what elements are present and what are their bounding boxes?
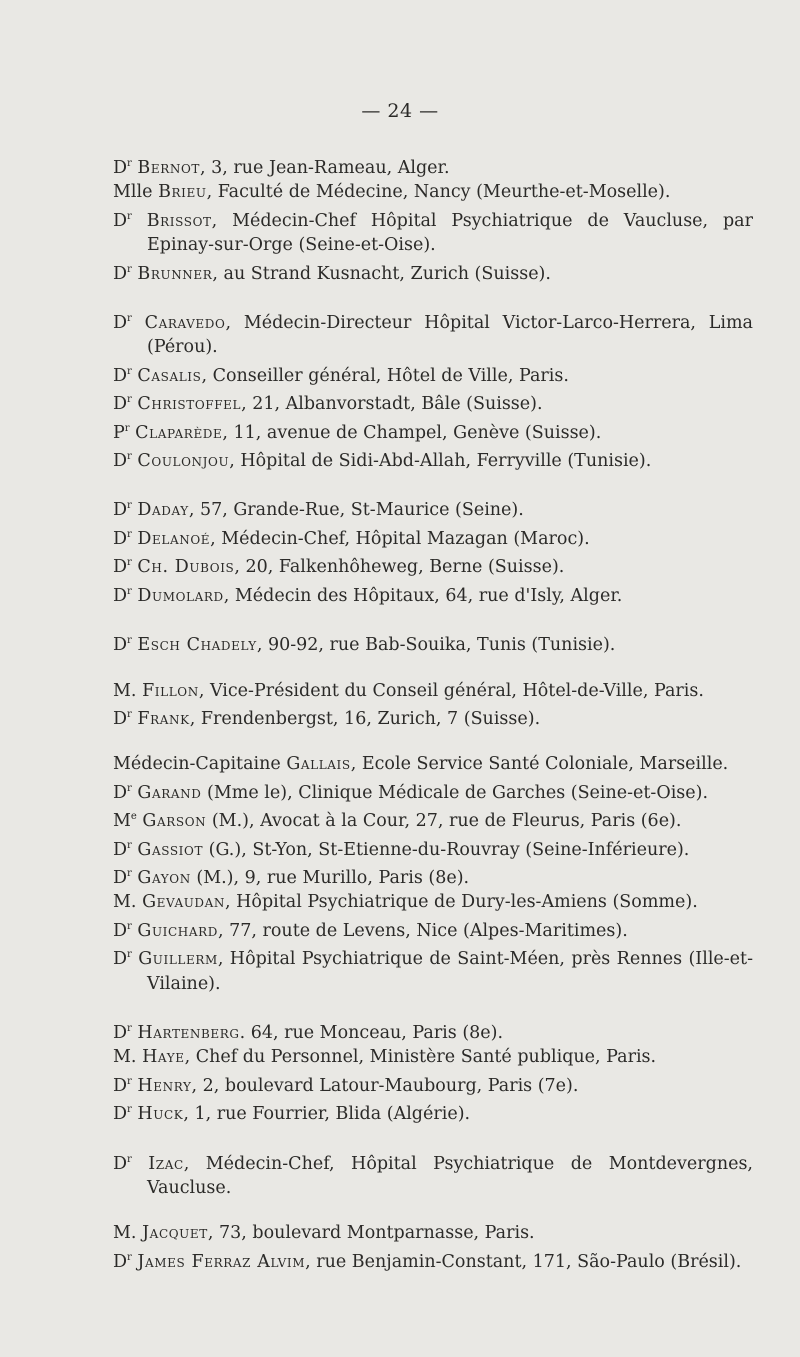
entry-group — [113, 1221, 753, 1274]
entry-title-text: D — [113, 158, 128, 178]
list-item — [113, 1017, 753, 1045]
member-list — [113, 152, 753, 1295]
entry-address: , Médecin des Hôpitaux, 64, rue d'Isly, Alger. — [223, 585, 623, 606]
entry-title-text: D — [113, 365, 128, 386]
entry-name: Coulonjou — [137, 451, 230, 472]
list-item — [113, 523, 753, 551]
list-item — [113, 629, 753, 657]
entry-title — [113, 500, 132, 520]
entry-name: Garson — [142, 811, 207, 832]
entry-title-text: D — [113, 394, 128, 415]
entry-name: James Ferraz Alvim — [137, 1251, 306, 1272]
entry-name: Guillerm — [138, 949, 218, 970]
list-item — [113, 551, 753, 579]
entry-title — [113, 394, 132, 414]
entry-title-superscript: r — [127, 708, 132, 720]
entry-address: (G.), St-Yon, St-Etienne-du-Rouvray (Seine-Inférieure). — [203, 839, 690, 860]
entry-title — [113, 1023, 132, 1043]
entry-group — [113, 629, 753, 657]
entry-title-superscript: r — [127, 635, 132, 647]
list-item — [113, 307, 753, 360]
entry-address: , Médecin-Chef Hôpital Psychiatrique de Vaucluse, par Epinay-sur-Orge (Seine-et-Oise). — [147, 210, 753, 256]
entry-name: Claparède — [135, 422, 223, 443]
entry-address: , au Strand Kusnacht, Zurich (Suisse). — [212, 263, 551, 284]
entry-name: Gassiot — [137, 839, 204, 860]
entry-title-superscript: r — [127, 263, 132, 275]
entry-title-superscript: r — [127, 1104, 132, 1116]
entry-title-superscript: r — [127, 839, 132, 851]
entry-title-superscript: r — [127, 585, 132, 597]
entry-title-text: D — [113, 920, 128, 941]
list-item — [113, 943, 753, 996]
entry-title-superscript: r — [127, 313, 132, 325]
list-item — [113, 1070, 753, 1098]
page-number: — 24 — — [361, 100, 439, 122]
entry-title-superscript: r — [127, 1075, 132, 1087]
entry-name: Haye — [142, 1047, 185, 1068]
list-item — [113, 1221, 753, 1245]
entry-title-text: M. — [113, 1223, 137, 1244]
entry-title-superscript: r — [127, 365, 132, 377]
list-item — [113, 152, 753, 180]
entry-title — [113, 811, 137, 831]
list-item — [113, 205, 753, 258]
entry-title-text: D — [113, 635, 128, 656]
entry-title-superscript: r — [127, 949, 132, 961]
entry-title-superscript: r — [127, 210, 132, 222]
entry-title-text: D — [113, 210, 128, 231]
entry-title — [113, 892, 136, 912]
entry-name: Huck — [137, 1104, 184, 1125]
entry-title-text: M. — [113, 680, 137, 701]
entry-title-text: Médecin-Capitaine — [113, 754, 281, 775]
entry-name: Dumolard — [137, 585, 224, 606]
entry-name: Hartenberg — [137, 1022, 240, 1043]
entry-title-superscript: r — [127, 782, 132, 794]
entry-name: Ch. Dubois — [137, 557, 235, 578]
entry-title — [113, 840, 132, 860]
entry-title-text: D — [113, 263, 128, 284]
entry-title-text: D — [113, 313, 128, 334]
entry-name: Gallais — [286, 754, 351, 775]
entry-title — [113, 529, 132, 549]
entry-title-text: M. — [113, 1047, 137, 1068]
entry-title-superscript: r — [127, 158, 132, 169]
entry-address: , 77, route de Levens, Nice (Alpes-Maritimes). — [218, 920, 628, 941]
list-item — [113, 1246, 753, 1274]
list-item — [113, 1098, 753, 1126]
list-item — [113, 805, 753, 833]
list-item — [113, 417, 753, 445]
entry-title-superscript: r — [127, 1153, 132, 1165]
entry-title — [113, 1076, 132, 1096]
entry-address: , 20, Falkenhôheweg, Berne (Suisse). — [234, 557, 565, 578]
entry-name: Esch Chadely — [137, 635, 257, 656]
entry-address: , Conseiller général, Hôtel de Ville, Paris. — [201, 365, 569, 386]
entry-title-text: M. — [113, 892, 137, 913]
entry-title-text: D — [113, 949, 128, 970]
entry-group — [113, 152, 753, 286]
entry-name: Brissot — [146, 210, 212, 231]
entry-address: , 90-92, rue Bab-Souika, Tunis (Tunisie). — [256, 635, 616, 656]
entry-title-superscript: r — [127, 867, 132, 879]
list-item — [113, 752, 753, 776]
entry-name: Fillon — [142, 680, 199, 701]
list-item — [113, 494, 753, 522]
entry-title-superscript: r — [127, 557, 132, 569]
entry-address: , rue Benjamin-Constant, 171, São-Paulo (Brésil). — [305, 1251, 742, 1272]
entry-title — [113, 1223, 136, 1243]
entry-title — [113, 557, 132, 577]
entry-address: , 3, rue Jean-Rameau, Alger. — [200, 158, 450, 178]
entry-address: , Ecole Service Santé Coloniale, Marseille. — [350, 754, 729, 775]
entry-address: , Hôpital Psychiatrique de Saint-Méen, près Rennes (Ille-et-Vilaine). — [147, 949, 753, 994]
entry-title — [113, 1154, 132, 1174]
entry-title — [113, 709, 132, 729]
entry-title-text: D — [113, 839, 128, 860]
list-item — [113, 445, 753, 473]
list-item — [113, 180, 753, 204]
list-item — [113, 580, 753, 608]
entry-address: , Médecin-Chef, Hôpital Mazagan (Maroc). — [210, 528, 590, 549]
entry-title-superscript: r — [127, 1251, 132, 1263]
entry-title — [113, 264, 132, 284]
entry-title-text: P — [113, 422, 125, 443]
entry-title-superscript: r — [127, 394, 132, 406]
entry-name: Caravedo — [144, 313, 226, 334]
list-item — [113, 862, 753, 890]
entry-name: Brieu — [158, 182, 207, 203]
entry-group — [113, 1148, 753, 1201]
entry-address: , Chef du Personnel, Ministère Santé publique, Paris. — [184, 1047, 657, 1068]
entry-title — [113, 182, 152, 202]
entry-address: , 2, boulevard Latour-Maubourg, Paris (7e). — [191, 1075, 579, 1096]
entry-title — [113, 313, 132, 333]
entry-title — [113, 868, 132, 888]
entry-title-superscript: r — [127, 500, 132, 512]
entry-title — [113, 921, 132, 941]
list-item — [113, 834, 753, 862]
entry-address: , Vice-Président du Conseil général, Hôtel-de-Ville, Paris. — [198, 680, 704, 701]
entry-name: Frank — [137, 708, 190, 729]
entry-address: , Médecin-Chef, Hôpital Psychiatrique de Montdevergnes, Vaucluse. — [147, 1153, 753, 1198]
entry-name: Henry — [137, 1075, 192, 1096]
entry-name: Guichard — [137, 920, 218, 941]
entry-title-superscript: r — [127, 528, 132, 540]
entry-name: Casalis — [137, 365, 202, 386]
entry-title-superscript: r — [127, 451, 132, 463]
entry-title-text: D — [113, 867, 128, 888]
entry-title-text: D — [113, 1022, 128, 1043]
entry-name: Garand — [137, 782, 202, 803]
entry-title-text: D — [113, 782, 128, 803]
entry-title-superscript: r — [124, 422, 130, 434]
entry-address: (M.), 9, rue Murillo, Paris (8e). — [190, 867, 470, 888]
entry-title-text: D — [113, 585, 128, 606]
entry-title-superscript: r — [127, 920, 132, 932]
entry-name: Izac — [148, 1153, 184, 1174]
entry-address: . 64, rue Monceau, Paris (8e). — [239, 1022, 504, 1043]
entry-address: , Médecin-Directeur Hôpital Victor-Larco-Herrera, Lima (Pérou). — [147, 313, 753, 358]
entry-group — [113, 752, 753, 996]
entry-title-text: D — [113, 1251, 128, 1272]
entry-title — [113, 635, 132, 655]
entry-title-text: D — [113, 528, 128, 549]
entry-name: Gevaudan — [142, 892, 226, 913]
list-item — [113, 890, 753, 914]
entry-address: , Frendenbergst, 16, Zurich, 7 (Suisse). — [189, 708, 541, 729]
entry-address: , Hôpital Psychiatrique de Dury-les-Amiens (Somme). — [225, 892, 698, 913]
entry-title-text: D — [113, 557, 128, 578]
entry-title — [113, 586, 132, 606]
entry-group — [113, 1017, 753, 1127]
entry-name: Brunner — [137, 263, 213, 284]
entry-name: Jacquet — [142, 1223, 208, 1244]
entry-title-text: D — [113, 1153, 128, 1174]
entry-title — [113, 158, 132, 178]
list-item — [113, 703, 753, 731]
list-item — [113, 1045, 753, 1069]
entry-address: , 1, rue Fourrier, Blida (Algérie). — [183, 1104, 471, 1125]
entry-title — [113, 681, 136, 701]
entry-name: Gayon — [137, 867, 191, 888]
entry-title-text: D — [113, 1104, 128, 1125]
entry-title — [113, 451, 132, 471]
entry-name: Christoffel — [137, 394, 242, 415]
list-item — [113, 258, 753, 286]
entry-address: , 73, boulevard Montparnasse, Paris. — [207, 1223, 535, 1244]
list-item — [113, 388, 753, 416]
entry-title-superscript: e — [130, 811, 137, 823]
entry-title — [113, 783, 132, 803]
entry-name: Daday — [137, 500, 189, 521]
list-item — [113, 679, 753, 703]
entry-title — [113, 1104, 132, 1124]
entry-title-text: Mlle — [113, 182, 153, 203]
entry-address: (Mme le), Clinique Médicale de Garches (Seine-et-Oise). — [201, 782, 709, 803]
list-item — [113, 1148, 753, 1201]
entry-address: , Faculté de Médecine, Nancy (Meurthe-et-Moselle). — [206, 182, 671, 203]
entry-title-text: D — [113, 500, 128, 521]
entry-title — [113, 423, 130, 443]
entry-title-text: D — [113, 1075, 128, 1096]
entry-title-text: M — [113, 811, 131, 832]
entry-title-superscript: r — [127, 1022, 132, 1034]
entry-title — [113, 949, 132, 969]
entry-title — [113, 211, 132, 231]
entry-address: (M.), Avocat à la Cour, 27, rue de Fleurus, Paris (6e). — [206, 811, 682, 832]
list-item — [113, 360, 753, 388]
list-item — [113, 915, 753, 943]
entry-address: , 57, Grande-Rue, St-Maurice (Seine). — [188, 500, 524, 521]
entry-group — [113, 307, 753, 473]
entry-address: , 11, avenue de Champel, Genève (Suisse). — [222, 422, 602, 443]
entry-title — [113, 1047, 136, 1067]
entry-group — [113, 679, 753, 732]
entry-address: , 21, Albanvorstadt, Bâle (Suisse). — [241, 394, 543, 415]
list-item — [113, 777, 753, 805]
entry-name: Delanoé — [137, 528, 211, 549]
entry-title — [113, 1252, 132, 1272]
entry-name: Bernot — [137, 158, 200, 178]
entry-title — [113, 366, 132, 386]
entry-title — [113, 754, 281, 774]
entry-title-text: D — [113, 451, 128, 472]
entry-group — [113, 494, 753, 608]
entry-title-text: D — [113, 708, 128, 729]
entry-address: , Hôpital de Sidi-Abd-Allah, Ferryville (Tunisie). — [229, 451, 652, 472]
